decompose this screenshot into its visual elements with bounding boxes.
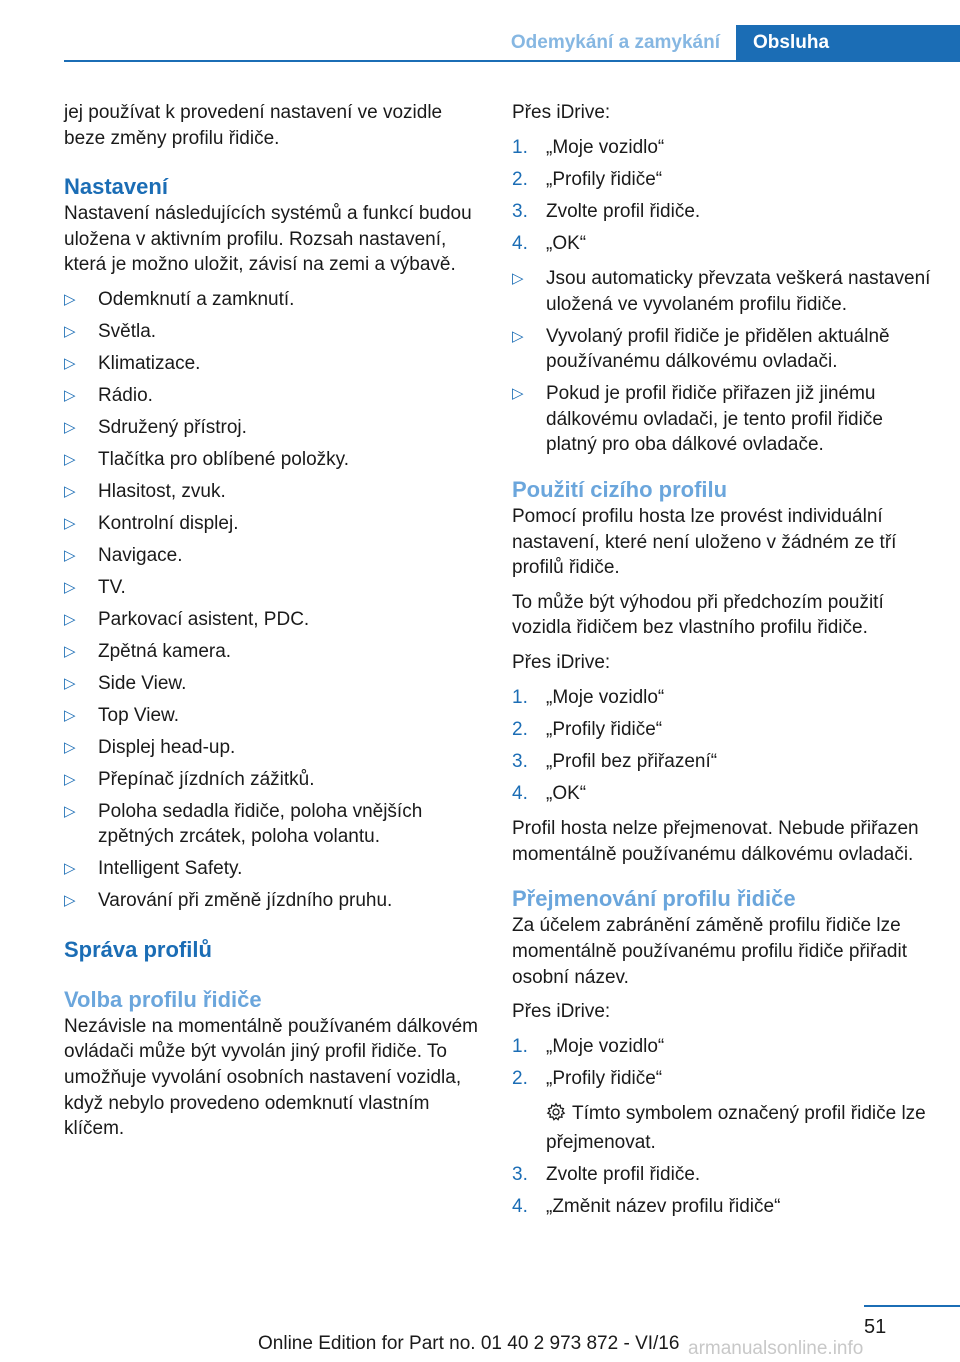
triangle-bullet-icon: ▷ <box>64 546 76 564</box>
steps-list-3b <box>512 1162 932 1220</box>
list-item: 1. „Moje vozidlo“ <box>512 685 932 711</box>
rename-note: Tímto symbolem označený profil řidiče lze přejmenovat. <box>546 1103 926 1153</box>
list-item: ▷ Klimatizace. <box>64 351 484 377</box>
list-item: 3. Zvolte profil řidiče. <box>512 1162 932 1188</box>
heading-sprava-profilu: Správa profilů <box>64 936 212 962</box>
list-item: ▷ Přepínač jízdních zážitků. <box>64 767 484 793</box>
step-number: 1. <box>512 136 528 158</box>
step-number: 3. <box>512 750 528 772</box>
triangle-bullet-icon: ▷ <box>512 385 524 403</box>
list-item: ▷ Hlasitost, zvuk. <box>64 479 484 505</box>
list-item: ▷ Side View. <box>64 671 484 697</box>
via-idrive-label: Přes iDrive: <box>512 1001 611 1023</box>
triangle-bullet-icon: ▷ <box>512 270 524 288</box>
list-item: ▷ Navigace. <box>64 543 484 569</box>
step-number: 4. <box>512 232 528 254</box>
step-number: 2. <box>512 718 528 740</box>
triangle-bullet-icon: ▷ <box>64 354 76 372</box>
list-item: ▷ Jsou automaticky převzata veškerá nastavení uložená ve vyvolaném profilu řidiče. <box>512 268 931 315</box>
list-item: ▷ Varování při změně jízdního pruhu. <box>64 888 484 914</box>
page-number: 51 <box>864 1316 887 1338</box>
footer-edition: Online Edition for Part no. 01 40 2 973 872 - VI/16 <box>258 1333 680 1354</box>
list-item: 4. „OK“ <box>512 781 932 807</box>
heading-volba-profilu: Volba profilu řidiče <box>64 986 262 1012</box>
triangle-bullet-icon: ▷ <box>64 290 76 308</box>
chapter-tab: Obsluha <box>736 25 960 61</box>
triangle-bullet-icon: ▷ <box>64 450 76 468</box>
list-item: ▷ Parkovací asistent, PDC. <box>64 607 484 633</box>
step-number: 4. <box>512 1195 528 1217</box>
triangle-bullet-icon: ▷ <box>64 674 76 692</box>
list-item: 3. „Profil bez přiřazení“ <box>512 749 932 775</box>
settings-list <box>64 287 484 914</box>
paragraph-cizi-2: To může být výhodou při předchozím použití vozidla řidičem bez vlastního profilu řidiče. <box>512 591 884 639</box>
list-item: 4. „OK“ <box>512 231 932 257</box>
triangle-bullet-icon: ▷ <box>64 642 76 660</box>
triangle-bullet-icon: ▷ <box>64 706 76 724</box>
list-item: ▷ Displej head-up. <box>64 735 484 761</box>
bullets-list-1 <box>512 266 932 458</box>
list-item: 2. „Profily řidiče“ <box>512 167 932 193</box>
watermark: armanualsonline.info <box>688 1338 864 1359</box>
triangle-bullet-icon: ▷ <box>64 418 76 436</box>
list-item: ▷ Zpětná kamera. <box>64 639 484 665</box>
list-item: ▷ Kontrolní displej. <box>64 511 484 537</box>
step-number: 3. <box>512 1163 528 1185</box>
list-item: ▷ Top View. <box>64 703 484 729</box>
page-header <box>0 25 960 61</box>
paragraph-cizi-1: Pomocí profilu hosta lze provést individuální nastavení, které není uloženo v žádném ze tří profilů řidiče. <box>512 506 897 579</box>
triangle-bullet-icon: ▷ <box>64 860 76 878</box>
gear-icon <box>546 1102 566 1130</box>
triangle-bullet-icon: ▷ <box>64 610 76 628</box>
paragraph-volba: Nezávisle na momentálně používaném dálkovém ovládači může být vyvolán jiný profil řidiče. To umožňuje vyvolání osobních nastavení vozidla, když nebylo provedeno odemknutí vlastním klíčem. <box>64 1015 478 1140</box>
paragraph-prejmenovani: Za účelem zabránění záměně profilu řidiče lze momentálně používanému profilu řidiče přiřadit osobní název. <box>512 915 907 988</box>
list-item: ▷ Tlačítka pro oblíbené položky. <box>64 447 484 473</box>
list-item: 1. „Moje vozidlo“ <box>512 1034 932 1060</box>
triangle-bullet-icon: ▷ <box>64 322 76 340</box>
step-number: 4. <box>512 782 528 804</box>
header-rule <box>64 60 960 62</box>
list-item: ▷ TV. <box>64 575 484 601</box>
section-title: Odemykání a zamykání <box>510 32 720 53</box>
list-item: ▷ Rádio. <box>64 383 484 409</box>
step-number: 1. <box>512 1035 528 1057</box>
triangle-bullet-icon: ▷ <box>512 327 524 345</box>
heading-prejmenovani: Přejmenování profilu řidiče <box>512 886 796 912</box>
triangle-bullet-icon: ▷ <box>64 514 76 532</box>
list-item: ▷ Poloha sedadla řidiče, poloha vnějších zpětných zrcátek, poloha volantu. <box>64 800 423 848</box>
via-idrive-label: Přes iDrive: <box>512 652 611 674</box>
step-number: 2. <box>512 168 528 190</box>
list-item: 1. „Moje vozidlo“ <box>512 135 932 161</box>
left-column <box>64 100 484 1151</box>
triangle-bullet-icon: ▷ <box>64 578 76 596</box>
step-number: 2. <box>512 1067 528 1089</box>
paragraph-nastaveni: Nastavení následujících systémů a funkcí budou uložena v aktivním profilu. Rozsah nastavení, která je možno uložit, závisí na zemi a výbavě. <box>64 203 472 276</box>
via-idrive-label: Přes iDrive: <box>512 102 611 123</box>
right-column <box>512 100 932 1229</box>
steps-list-1 <box>512 135 932 257</box>
step-number: 1. <box>512 686 528 708</box>
list-item: 2. „Profily řidiče“ <box>512 717 932 743</box>
triangle-bullet-icon: ▷ <box>64 386 76 404</box>
paragraph-host-profile: Profil hosta nelze přejmenovat. Nebude přiřazen momentálně používanému dálkovému ovladači. <box>512 818 919 865</box>
list-item: ▷ Intelligent Safety. <box>64 856 484 882</box>
steps-list-3 <box>512 1034 932 1092</box>
heading-nastaveni: Nastavení <box>64 174 168 200</box>
intro-paragraph: jej používat k provedení nastavení ve vozidle beze změny profilu řidiče. <box>64 102 443 149</box>
triangle-bullet-icon: ▷ <box>64 770 76 788</box>
triangle-bullet-icon: ▷ <box>64 738 76 756</box>
list-item: 3. Zvolte profil řidiče. <box>512 199 932 225</box>
triangle-bullet-icon: ▷ <box>64 802 76 820</box>
list-item: ▷ Světla. <box>64 319 484 345</box>
triangle-bullet-icon: ▷ <box>64 482 76 500</box>
list-item: ▷ Odemknutí a zamknutí. <box>64 287 484 313</box>
steps-list-2 <box>512 685 932 807</box>
list-item: 4. „Změnit název profilu řidiče“ <box>512 1194 932 1220</box>
step-number: 3. <box>512 200 528 222</box>
list-item: ▷ Sdružený přístroj. <box>64 415 484 441</box>
footer-rule <box>864 1305 960 1307</box>
list-item: 2. „Profily řidiče“ <box>512 1066 932 1092</box>
triangle-bullet-icon: ▷ <box>64 892 76 910</box>
list-item: ▷ Pokud je profil řidiče přiřazen již jinému dálkovému ovladači, je tento profil řidiče platný pro oba dálkové ovladače. <box>512 383 883 456</box>
heading-cizi-profil: Použití cizího profilu <box>512 477 728 503</box>
list-item: ▷ Vyvolaný profil řidiče je přidělen aktuálně používanému dálkovému ovladači. <box>512 325 890 373</box>
